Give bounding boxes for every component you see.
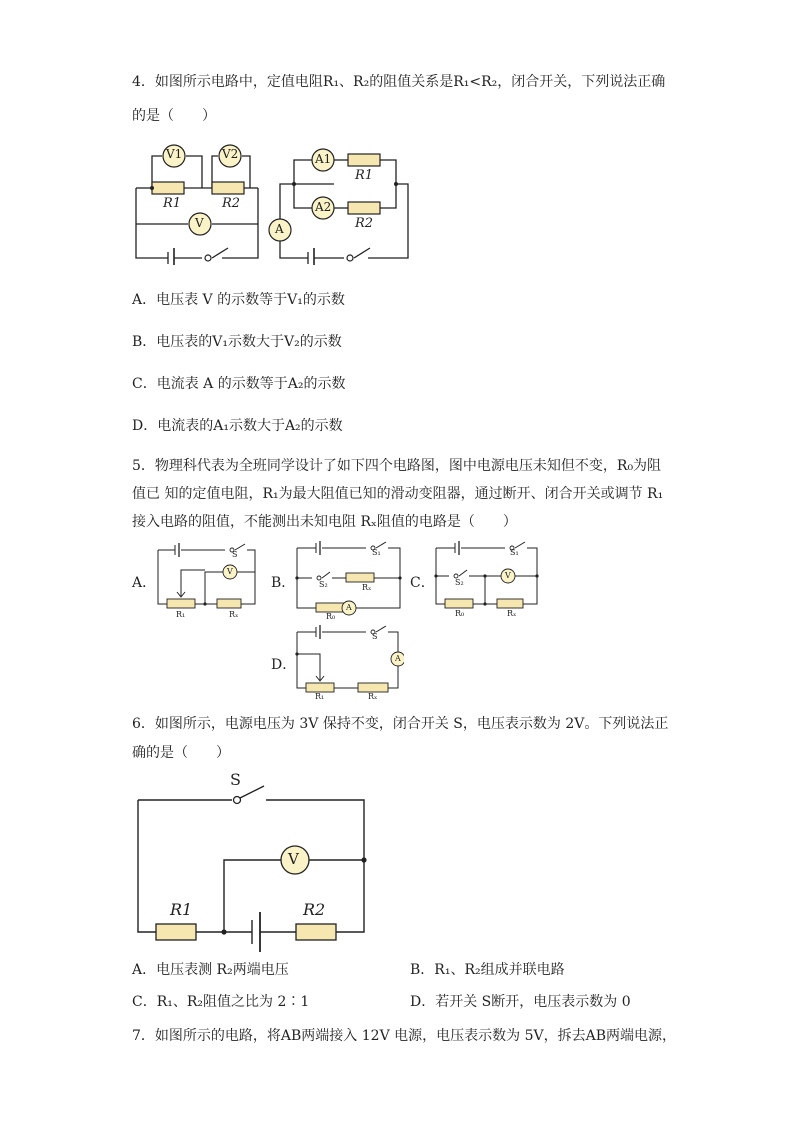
q5c-rx: Rₓ — [507, 609, 517, 618]
q5-stem-line1: 5．物理科代表为全班同学设计了如下四个电路图，图中电源电压未知但不变，R₀为阻 — [132, 458, 662, 474]
q5-option-d-label[interactable]: D． — [271, 657, 297, 673]
q5-circuit-d — [294, 624, 404, 700]
q6-option-c[interactable]: C．R₁、R₂阻值之比为 2∶1 — [132, 994, 310, 1010]
q5a-s: S — [232, 550, 238, 559]
q4-label-a: A — [275, 222, 284, 236]
q5d-a: A — [395, 654, 401, 663]
q6-label-v: V — [288, 850, 299, 868]
q6-option-a[interactable]: A．电压表测 R₂两端电压 — [132, 962, 289, 978]
q5-stem-line3: 接入电路的阻值，不能测出未知电阻 Rₓ阻值的电路是（ ） — [132, 514, 517, 530]
q5-circuit-a — [155, 540, 260, 620]
q4-option-c[interactable]: C．电流表 A 的示数等于A₂的示数 — [132, 376, 346, 392]
q5d-s: S — [372, 632, 378, 641]
q4-option-d[interactable]: D．电流表的A₁示数大于A₂的示数 — [132, 418, 343, 434]
q5-stem-line2: 值已 知的定值电阻，R₁为最大阻值已知的滑动变阻器，通过断开、闭合开关或调节 R₁ — [132, 486, 664, 502]
q5-option-a-label[interactable]: A． — [132, 575, 157, 591]
q5c-v: V — [505, 571, 511, 580]
q5b-a: A — [346, 603, 352, 612]
q5a-rx: Rₓ — [229, 610, 239, 619]
q4-label-r1b: R1 — [355, 168, 374, 183]
q4-option-a[interactable]: A．电压表 V 的示数等于V₁的示数 — [132, 292, 345, 308]
q5c-s2: S₂ — [455, 578, 464, 587]
q5a-v: V — [227, 567, 233, 576]
q4-label-r2: R2 — [222, 196, 241, 211]
q5-circuit-c — [433, 540, 541, 620]
q5a-r1: R₁ — [176, 610, 186, 619]
q4-label-v2: V2 — [222, 147, 239, 161]
q6-label-s: S — [230, 770, 241, 789]
q6-label-r1: R1 — [170, 900, 193, 919]
q4-label-v: V — [195, 216, 204, 230]
q4-option-b[interactable]: B．电压表的V₁示数大于V₂的示数 — [132, 334, 342, 350]
q4-label-a2: A2 — [315, 200, 332, 214]
q6-option-b[interactable]: B．R₁、R₂组成并联电路 — [410, 962, 565, 978]
q5b-s1: S₁ — [372, 548, 381, 557]
q4-label-r1: R1 — [163, 196, 182, 211]
q5-option-b-label[interactable]: B． — [271, 575, 296, 591]
q5b-rx: Rₓ — [362, 583, 372, 592]
q5c-r0: R₀ — [455, 609, 465, 618]
q4-stem-line1: 4．如图所示电路中，定值电阻R₁、R₂的阻值关系是R₁<R₂，闭合开关，下列说法正确 — [132, 74, 666, 90]
q4-label-r2b: R2 — [355, 216, 374, 231]
q5b-s2: S₂ — [319, 580, 328, 589]
q4-circuit-left — [132, 140, 272, 265]
q6-label-r2: R2 — [303, 900, 326, 919]
q6-option-d[interactable]: D．若开关 S断开，电压表示数为 0 — [410, 994, 631, 1010]
q4-label-v1: V1 — [166, 147, 183, 161]
q4-stem-line2: 的是（ ） — [132, 108, 216, 124]
q5b-r0: R₀ — [326, 612, 336, 621]
q5c-s1: S₁ — [510, 548, 519, 557]
q4-label-a1: A1 — [315, 152, 332, 166]
q5d-rx: Rₓ — [368, 692, 378, 701]
q4-circuit-right — [268, 140, 413, 265]
q6-circuit — [132, 770, 372, 952]
q7-stem-line1: 7．如图所示的电路，将AB两端接入 12V 电源，电压表示数为 5V，拆去AB两端电源， — [132, 1028, 676, 1044]
q6-stem-line1: 6．如图所示，电源电压为 3V 保持不变，闭合开关 S，电压表示数为 2V。下列说法正 — [132, 716, 669, 732]
q5-option-c-label[interactable]: C． — [410, 575, 435, 591]
q5d-r1: R₁ — [315, 692, 325, 701]
q6-stem-line2: 确的是（ ） — [132, 745, 230, 761]
